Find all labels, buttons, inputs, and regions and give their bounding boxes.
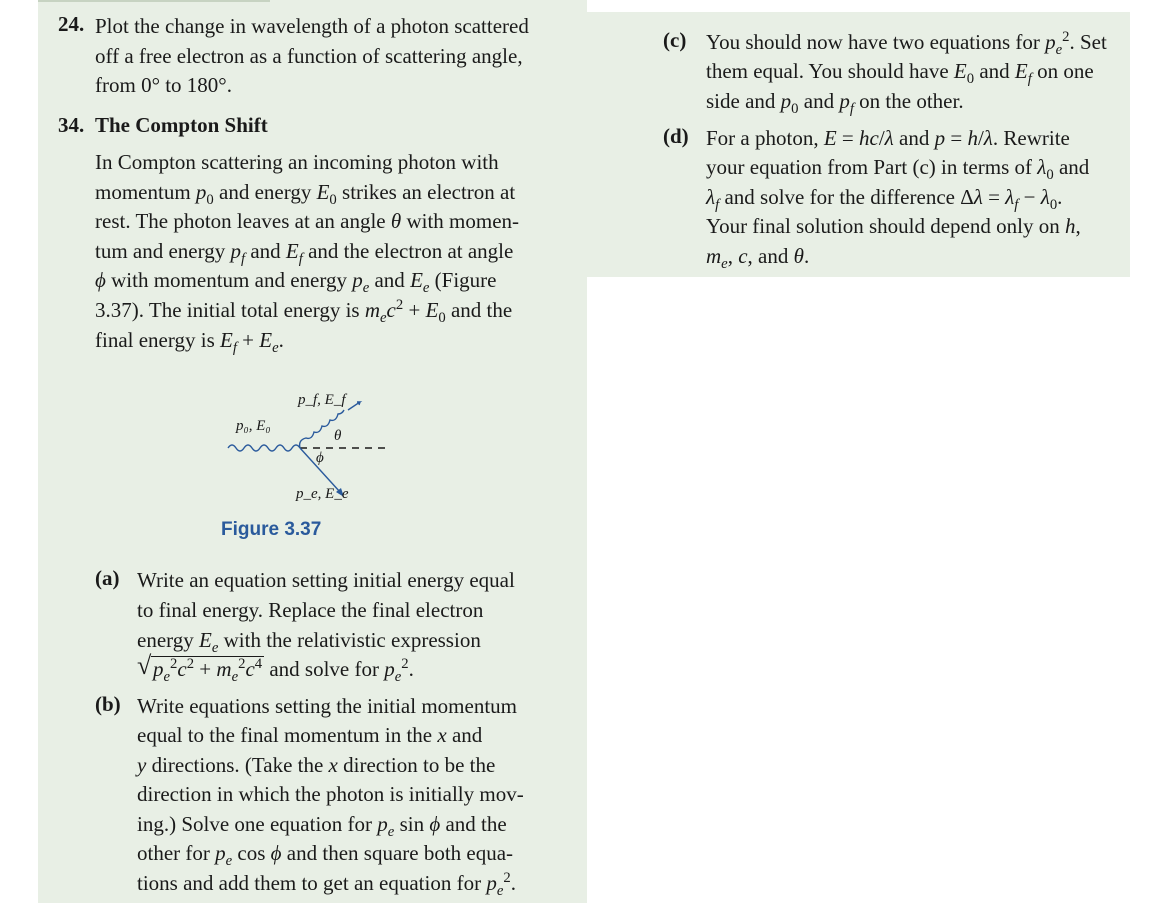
incoming-photon-wave (228, 445, 300, 451)
intro-line: final energy is $E_f + E_e$. (95, 328, 284, 357)
part-b-line: other for $p_e$ cos ϕ and then square both equa- (137, 841, 514, 870)
part-c-label: (c) (663, 28, 687, 52)
intro-line: ϕ with momentum and energy $p_e$ and $E_e$ (Figure (95, 268, 497, 297)
intro-line: momentum $p_0$ and energy $E_0$ strikes an electron at (95, 180, 516, 209)
figure-caption: Figure 3.37 (221, 519, 322, 540)
part-a-line: Write an equation setting initial energy equal (137, 568, 515, 592)
label-theta: θ (334, 428, 342, 444)
part-b-line: Write equations setting the initial momentum (137, 694, 517, 718)
part-b-line: ing.) Solve one equation for $p_e$ sin ϕ and the (137, 812, 507, 841)
part-d-line: For a photon, E = hc/λ and p = h/λ. Rewrite (706, 126, 1070, 150)
top-rule (38, 0, 270, 2)
intro-line: In Compton scattering an incoming photon with (95, 150, 499, 174)
part-d-line: your equation from Part (c) in terms of $\lambda_0$ and (706, 155, 1090, 184)
intro-line: rest. The photon leaves at an angle θ with momen- (95, 209, 520, 233)
scattered-photon-arrow (348, 402, 360, 410)
label-incoming: p₀, E₀ (236, 418, 271, 434)
part-d-line: Your final solution should depend only on h, (706, 214, 1081, 238)
problem-34-number: 34. (58, 113, 85, 137)
part-b-line: direction in which the photon is initially mov- (137, 782, 524, 806)
part-b-label: (b) (95, 692, 121, 716)
compton-scattering-figure (200, 370, 440, 520)
problem-24-number: 24. (58, 12, 85, 36)
part-d-label: (d) (663, 124, 689, 148)
part-a-label: (a) (95, 566, 120, 590)
part-c-line: side and $p_0$ and $p_f$ on the other. (706, 89, 964, 118)
part-d-line: $m_e$, c, and θ. (706, 244, 810, 273)
part-b-line: tions and add them to get an equation for $p_e^2$. (137, 870, 516, 900)
label-phi: ϕ (316, 450, 324, 466)
part-c-line: them equal. You should have $E_0$ and $E_f$ on one (706, 59, 1094, 88)
part-d-line: $\lambda_f$ and solve for the difference $\Delta\lambda = \lambda_f - \lambda_0$. (706, 185, 1063, 214)
problem-24-text: Plot the change in wavelength of a photon scattered off a free electron as a function of scattering angle, from 0° to 180°. (95, 14, 529, 97)
part-c-line: You should now have two equations for $p_e^2$. Set (706, 29, 1107, 59)
part-b-line: equal to the final momentum in the x and (137, 723, 483, 747)
label-electron: p_e, E_e (296, 486, 349, 502)
intro-line: tum and energy $p_f$ and $E_f$ and the electron at angle (95, 239, 514, 268)
intro-line: 3.37). The initial total energy is $m_ec^2 + E_0$ and the (95, 297, 513, 327)
part-b-line: y directions. (Take the x direction to be the (137, 753, 496, 777)
label-scattered: p_f, E_f (298, 392, 346, 408)
problem-34-title: The Compton Shift (95, 113, 268, 137)
part-a-line: to final energy. Replace the final electron (137, 598, 484, 622)
part-a-line: energy $E_e$ with the relativistic expression (137, 628, 481, 657)
part-a-line: √ $p_e^2c^2 + m_e^2c^4$ and solve for $p_e^2$. (137, 651, 414, 686)
